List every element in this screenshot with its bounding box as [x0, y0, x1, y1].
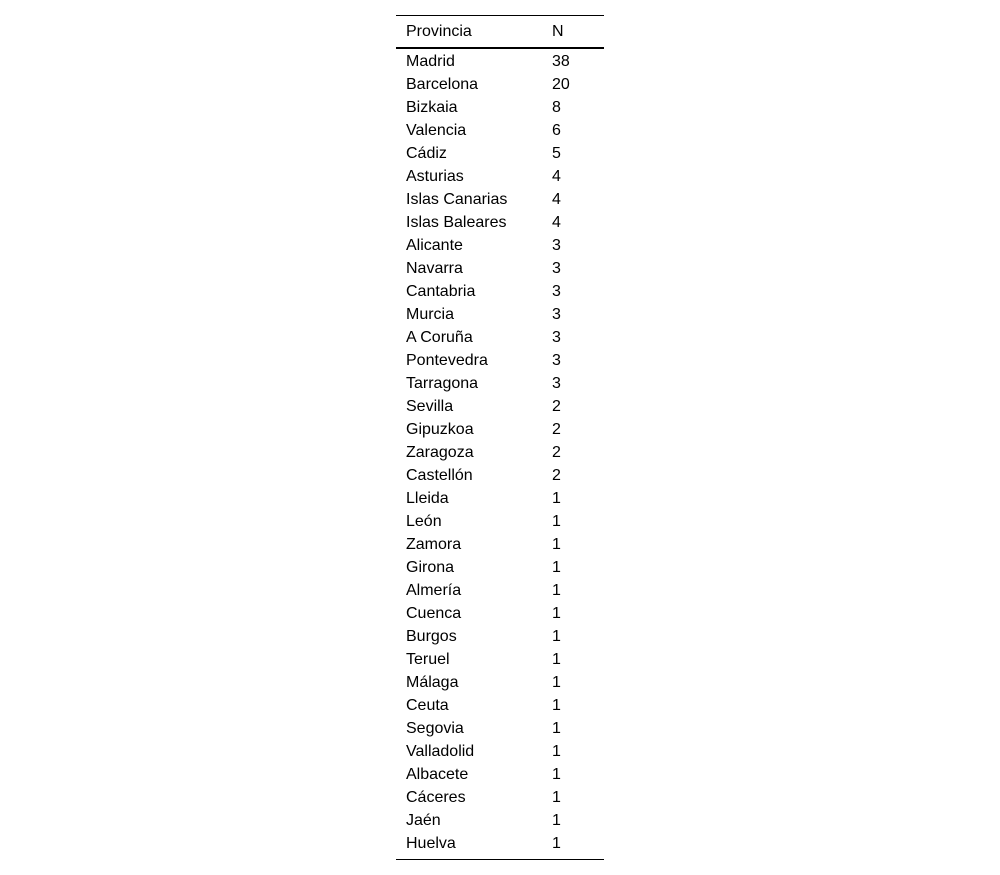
cell-provincia: Ceuta	[406, 697, 449, 714]
cell-n: 3	[552, 375, 561, 392]
column-header-n: N	[552, 22, 564, 40]
table-row	[396, 142, 604, 165]
cell-provincia: Teruel	[406, 651, 450, 668]
cell-provincia: Tarragona	[406, 375, 479, 392]
cell-n: 1	[552, 536, 561, 553]
cell-n: 2	[552, 421, 561, 438]
cell-n: 2	[552, 444, 561, 461]
cell-n: 20	[552, 76, 570, 93]
table-row	[396, 188, 604, 211]
cell-n: 4	[552, 214, 561, 231]
cell-n: 1	[552, 651, 561, 668]
cell-n: 1	[552, 674, 561, 691]
table-row	[396, 786, 604, 809]
table-row	[396, 763, 604, 786]
table-header	[396, 16, 604, 49]
table-row	[396, 648, 604, 671]
cell-provincia: Asturias	[406, 168, 464, 185]
table-row	[396, 303, 604, 326]
cell-provincia: Zamora	[406, 536, 462, 553]
cell-n: 2	[552, 467, 561, 484]
table-row	[396, 280, 604, 303]
cell-n: 1	[552, 789, 561, 806]
table-row	[396, 602, 604, 625]
table-row	[396, 809, 604, 832]
table-row	[396, 48, 604, 73]
table-row	[396, 119, 604, 142]
table-row	[396, 487, 604, 510]
table-row	[396, 211, 604, 234]
cell-n: 3	[552, 329, 561, 346]
table-row	[396, 257, 604, 280]
cell-provincia: Segovia	[406, 720, 464, 737]
table-row	[396, 73, 604, 96]
cell-n: 1	[552, 720, 561, 737]
cell-n: 3	[552, 237, 561, 254]
table-row	[396, 694, 604, 717]
cell-provincia: León	[406, 513, 442, 530]
cell-n: 1	[552, 559, 561, 576]
province-table-container	[396, 15, 604, 860]
table-row	[396, 234, 604, 257]
cell-provincia: Almería	[406, 582, 462, 599]
cell-n: 1	[552, 605, 561, 622]
cell-provincia: Sevilla	[406, 398, 454, 415]
cell-n: 1	[552, 697, 561, 714]
cell-provincia: Bizkaia	[406, 99, 458, 116]
table-row	[396, 441, 604, 464]
header-row	[396, 16, 604, 49]
table-row	[396, 671, 604, 694]
cell-n: 6	[552, 122, 561, 139]
cell-provincia: Burgos	[406, 628, 457, 645]
table-row	[396, 395, 604, 418]
cell-n: 1	[552, 582, 561, 599]
cell-n: 2	[552, 398, 561, 415]
cell-n: 1	[552, 490, 561, 507]
cell-n: 3	[552, 283, 561, 300]
cell-provincia: A Coruña	[406, 329, 473, 346]
cell-provincia: Castellón	[406, 467, 473, 484]
cell-provincia: Jaén	[406, 812, 441, 829]
table-row	[396, 556, 604, 579]
cell-provincia: Valencia	[406, 122, 467, 139]
table-row	[396, 625, 604, 648]
cell-provincia: Murcia	[406, 306, 455, 323]
cell-provincia: Alicante	[406, 237, 463, 254]
cell-n: 1	[552, 812, 561, 829]
cell-n: 8	[552, 99, 561, 116]
table-row	[396, 418, 604, 441]
cell-n: 1	[552, 835, 561, 852]
table-row	[396, 464, 604, 487]
province-table	[396, 15, 604, 860]
column-header-provincia: Provincia	[406, 22, 472, 40]
cell-provincia: Cuenca	[406, 605, 462, 622]
cell-provincia: Barcelona	[406, 76, 479, 93]
cell-provincia: Málaga	[406, 674, 459, 691]
cell-n: 4	[552, 191, 561, 208]
table-row	[396, 165, 604, 188]
cell-provincia: Pontevedra	[406, 352, 488, 369]
cell-provincia: Valladolid	[406, 743, 475, 760]
cell-provincia: Huelva	[406, 835, 456, 852]
cell-provincia: Zaragoza	[406, 444, 474, 461]
cell-provincia: Islas Canarias	[406, 191, 508, 208]
cell-provincia: Cádiz	[406, 145, 447, 162]
cell-provincia: Cantabria	[406, 283, 476, 300]
cell-provincia: Cáceres	[406, 789, 466, 806]
cell-n: 1	[552, 743, 561, 760]
cell-provincia: Albacete	[406, 766, 469, 783]
table-row	[396, 372, 604, 395]
table-row	[396, 96, 604, 119]
cell-n: 3	[552, 260, 561, 277]
cell-n: 4	[552, 168, 561, 185]
cell-n: 5	[552, 145, 561, 162]
table-row	[396, 740, 604, 763]
cell-n: 3	[552, 352, 561, 369]
cell-n: 38	[552, 53, 570, 70]
table-row	[396, 349, 604, 372]
cell-provincia: Lleida	[406, 490, 449, 507]
cell-n: 1	[552, 766, 561, 783]
cell-provincia: Girona	[406, 559, 455, 576]
cell-provincia: Gipuzkoa	[406, 421, 474, 438]
table-row	[396, 533, 604, 556]
table-body	[396, 48, 604, 860]
cell-provincia: Islas Baleares	[406, 214, 507, 231]
table-row	[396, 510, 604, 533]
table-row	[396, 832, 604, 860]
table-row	[396, 579, 604, 602]
table-row	[396, 326, 604, 349]
cell-provincia: Madrid	[406, 53, 455, 70]
cell-n: 1	[552, 628, 561, 645]
table-row	[396, 717, 604, 740]
cell-n: 3	[552, 306, 561, 323]
cell-provincia: Navarra	[406, 260, 463, 277]
cell-n: 1	[552, 513, 561, 530]
